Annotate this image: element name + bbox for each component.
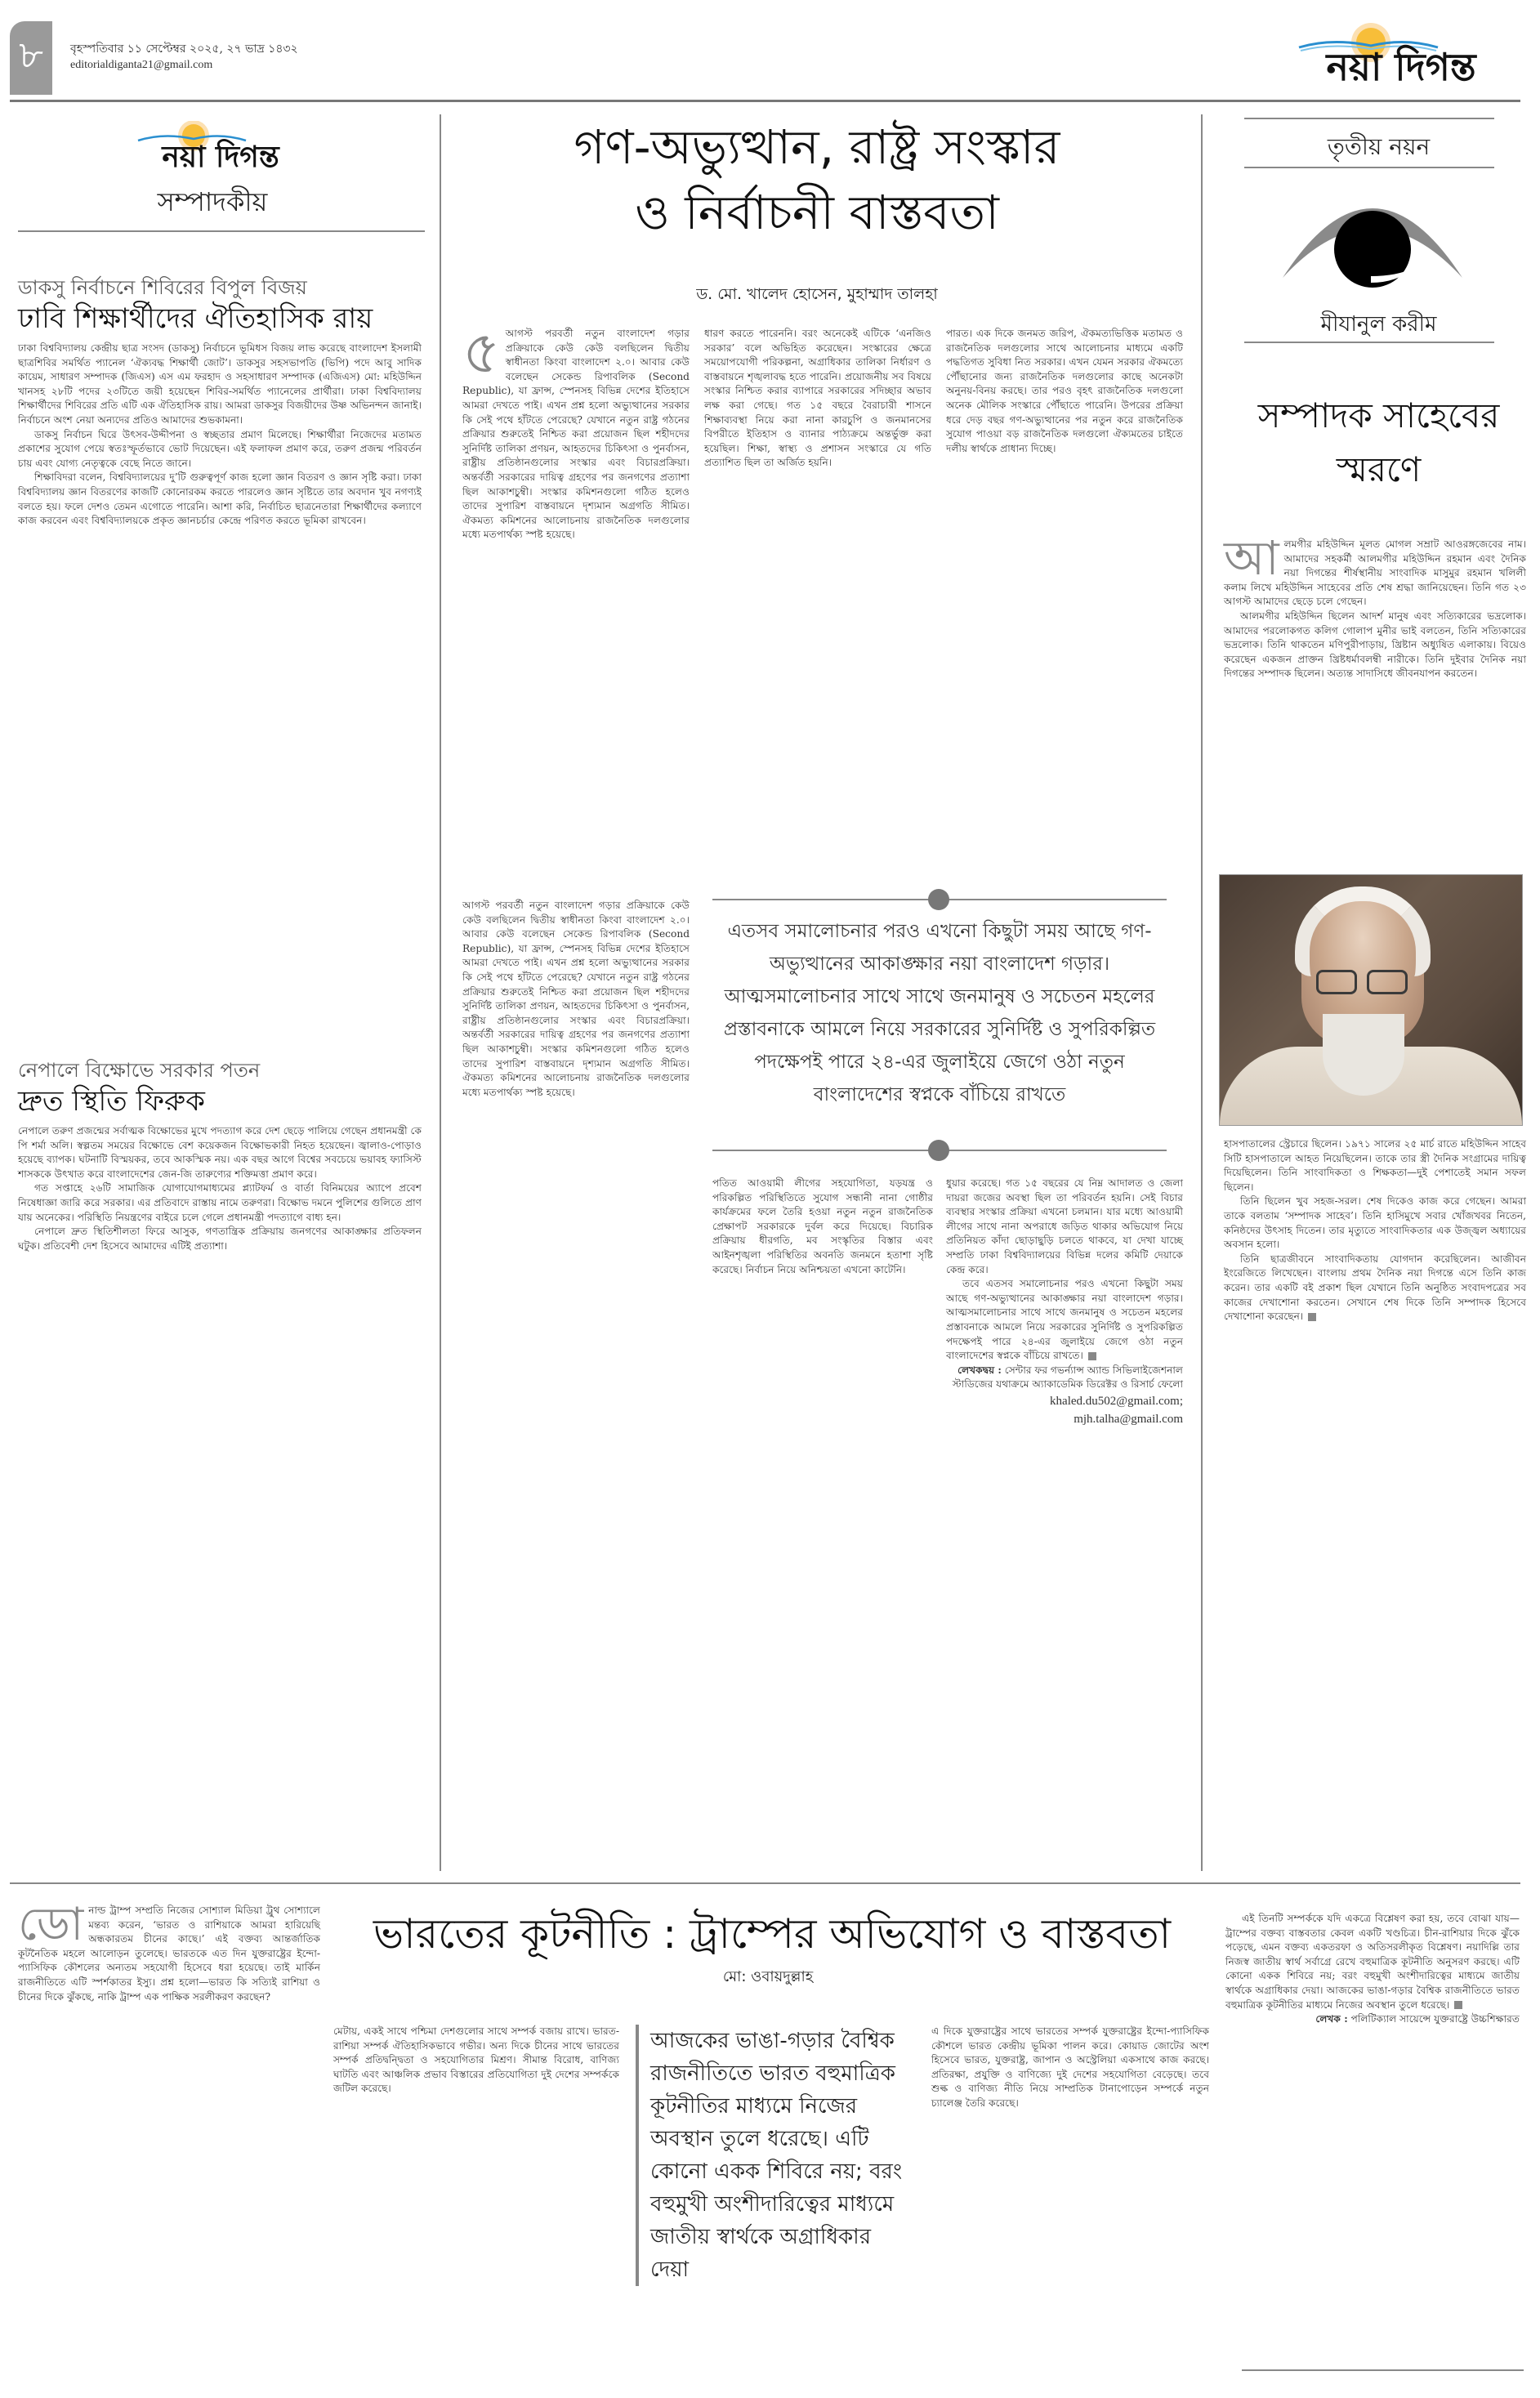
- article-paragraph: ডাকসু নির্বাচন ঘিরে উৎসব-উদ্দীপনা ও স্বচ্ছতার প্রমাণ মিলেছে। শিক্ষার্থীরা নিজেদের মতামত প্রকাশের সুযোগ পেয়ে স্বতঃস্ফূর্তভাবে ভোট দিয়েছেন। এই ফলাফল প্রমাণ করে, তরুণ প্রজন্ম পরিবর্তন চায় এবং যোগ্য নেতৃত্বকে বেছে নিতে জানে।: [18, 428, 422, 469]
- feature-closing-text: তবে এতসব সমালোচনার পরও এখনো কিছুটা সময় আছে গণ-অভ্যুত্থানের আকাঙ্ক্ষার নয়া বাংলাদেশ গড়ার। আত্মসমালোচনার সাথে সাথে জনমানুষ ও সচেতন মহলের প্রস্তাবনাকে আমলে নিয়ে সরকারের সুনির্দিষ্ট ও সুপরিকল্পিত পদক্ষেপই পারে ২৪-এর জুলাইয়ে জেগে ওঠা নতুন বাংলাদেশের স্বপ্নকে বাঁচিয়ে রাখতে।: [946, 1278, 1183, 1362]
- dropcap: ডো: [18, 1898, 84, 1951]
- feature-byline: ড. মো. খালেদ হোসেন, মুহাম্মাদ তালহা: [696, 285, 938, 303]
- page-number: ৮: [19, 33, 43, 77]
- bottom-feature-column: এ দিকে যুক্তরাষ্ট্রের সাথে ভারতের সম্পর্ক যুক্তরাষ্ট্রের ইন্দো-প্যাসিফিক কৌশলে ভারত কেন্দ্রীয় ভূমিকা পালন করে। কোয়াড জোটের অংশ হিসেবে ভারত, যুক্তরাষ্ট্র, জাপান ও অস্ট্রেলিয়া একসাথে কাজ করছে। প্রতিরক্ষা, প্রযুক্তি ও বাণিজ্যে দুই দেশের সহযোগিতা বেড়েছে। তবে শুল্ক ও বাণিজ্য নীতি নিয়ে সাম্প্রতিক টানাপোড়েন সম্পর্কে নতুন চ্যালেঞ্জ তৈরি করেছে।: [931, 2025, 1209, 2109]
- pullquote-dot: [928, 889, 949, 910]
- author-portrait-photo: [1219, 874, 1523, 1126]
- sun-book-logo-icon: [127, 121, 315, 172]
- author-email-link[interactable]: mjh.talha@gmail.com: [1074, 1412, 1183, 1426]
- feature-column-text: আগস্ট পরবর্তী নতুন বাংলাদেশ গড়ার প্রক্রিয়াকে কেউ কেউ বলছিলেন দ্বিতীয় স্বাধীনতা কিংবা বাংলাদেশ ২.০। আবার কেউ বলেছেন সেকেন্ড রিপাবলিক (Second Republic), যা ফ্রান্স, স্পেনসহ বিভিন্ন দেশের ইতিহাসে আমরা দেখতে পাই। এখন প্রশ্ন হলো অভ্যুত্থানের সরকার কি সেই পথে হাঁটতে পেরেছে? যেখানে নতুন রাষ্ট্র গঠনের প্রক্রিয়ার শুরুতেই নিশ্চিত করা প্রয়োজন ছিল শহীদদের সুনির্দিষ্ট তালিকা প্রণয়ন, আহতদের চিকিৎসা ও পুনর্বাসন, রাষ্ট্রীয় প্রতিষ্ঠানগুলোর সংস্কার এবং বিচারপ্রক্রিয়া। অন্তর্বর্তী সরকারের দায়িত্ব গ্রহণের পর জনগণের প্রত্যাশা ছিল আকাশচুম্বী। সংস্কার কমিশনগুলো গঠিত হলেও তাদের সুপারিশ বাস্তবায়নে দৃশ্যমান অগ্রগতি সীমিত। ঐকমত্য কমিশনের আলোচনায় রাজনৈতিক দলগুলোর মধ্যে মতপার্থক্য স্পষ্ট হয়েছে।: [462, 328, 690, 541]
- end-mark-icon: [1308, 1313, 1316, 1321]
- feature-headline-line: গণ-অভ্যুত্থান, রাষ্ট্র সংস্কার: [574, 119, 1060, 175]
- article-kicker: ডাকসু নির্বাচনে শিবিরের বিপুল বিজয়: [18, 276, 307, 299]
- feature-headline-line: ও নির্বাচনী বাস্তবতা: [635, 185, 999, 240]
- column-body: [1224, 530, 1526, 681]
- feature-column: পারত। এক দিকে জনমত জরিপ, ঐকমত্যভিত্তিক মতামত ও রাজনৈতিক দলগুলোর সাথে আলোচনার মাধ্যমে একটি পদ্ধতিগত সুবিধা নিত সরকার। এখন যেমন সরকার ঐকমত্যে পৌঁছানোর জন্য রাজনৈতিক দলগুলোর কাছে অনেকটা অনুনয়-বিনয় করছে। তার পরও বৃহৎ রাজনৈতিক দলগুলো অনেক মৌলিক সংস্কারে পৌঁছাতে পারেনি। উপরের প্রক্রিয়া ধরে দেড় বছর গণ-অভ্যুত্থানের পর নতুন করে রাজনৈতিক সুযোগ পাওয়া বড় রাজনৈতিক দলগুলো ঐক্যমতের চাইতে দলীয় স্বার্থকে প্রাধান্য দিচ্ছে।: [946, 328, 1183, 454]
- article-kicker: নেপালে বিক্ষোভে সরকার পতন: [18, 1059, 261, 1082]
- column-paragraph: লমগীর মহিউদ্দিন মূলত মোগল সম্রাট আওরঙ্গজেবের নাম। আমাদের সহকর্মী আলমগীর মহিউদ্দিন রহমান এবং দৈনিক নয়া দিগন্তের শীর্ষস্থানীয় সাংবাদিক মাসুমুর রহমান খলিলী কলাম লিখে মহিউদ্দিন সাহেবের প্রতি শেষ শ্রদ্ধা জানিয়েছেন। তিনি গত ২৩ আগস্ট আমাদের ছেড়ে চলে গেছেন।: [1224, 538, 1526, 608]
- column-paragraph: [1224, 1253, 1526, 1324]
- column-paragraph: আলমগীর মহিউদ্দিন ছিলেন আদর্শ মানুষ এবং সত্যিকারের ভদ্রলোক। আমাদের পরলোকগত কলিগ গোলাপ মুনীর ভাই বলতেন, তিনি সত্যিকারের ভদ্রলোক। তিনি থাকতেন মণিপুরীপাড়ায়, খ্রিষ্টান অধ্যুষিত এলাকায়। বিয়েও করেছেন একজন প্রাক্তন খ্রিষ্টধর্মাবলম্বী নারীকে। তিনি দুইবার দৈনিক নয়া দিগন্তের সম্পাদক ছিলেন। অত্যন্ত সাদাসিধে জীবনযাপন করতেন।: [1224, 610, 1526, 680]
- column-headline-line: সম্পাদক সাহেবের: [1257, 395, 1500, 435]
- sun-book-logo-icon: [1283, 21, 1520, 87]
- feature-column: আগস্ট পরবর্তী নতুন বাংলাদেশ গড়ার প্রক্রিয়াকে কেউ কেউ বলছিলেন দ্বিতীয় স্বাধীনতা কিংবা বাংলাদেশ ২.০। আবার কেউ বলেছেন সেকেন্ড রিপাবলিক (Second Republic), যা ফ্রান্স, স্পেনসহ বিভিন্ন দেশের ইতিহাসে আমরা দেখতে পাই। এখন প্রশ্ন হলো অভ্যুত্থানের সরকার কি সেই পথে হাঁটতে পেরেছে? যেখানে নতুন রাষ্ট্র গঠনের প্রক্রিয়ার শুরুতেই নিশ্চিত করা প্রয়োজন ছিল শহীদদের সুনির্দিষ্ট তালিকা প্রণয়ন, আহতদের চিকিৎসা ও পুনর্বাসন, রাষ্ট্রীয় প্রতিষ্ঠানগুলোর সংস্কার এবং বিচারপ্রক্রিয়া। অন্তর্বর্তী সরকারের দায়িত্ব গ্রহণের পর জনগণের প্রত্যাশা ছিল আকাশচুম্বী। সংস্কার কমিশনগুলো গঠিত হলেও তাদের সুপারিশ বাস্তবায়নে দৃশ্যমান অগ্রগতি সীমিত। ঐকমত্য কমিশনের আলোচনায় রাজনৈতিক দলগুলোর মধ্যে মতপার্থক্য স্পষ্ট হয়েছে।: [462, 900, 690, 1098]
- column-header-divider: [1244, 342, 1494, 343]
- signoff-label: লেখক :: [1315, 2013, 1348, 2025]
- header-divider: [10, 100, 1520, 102]
- column-divider: [440, 114, 441, 1871]
- feature-column-text: ধুয়ার করেছে। গত ১৫ বছরের যে নিম্ন আদালত ও জেলা দায়রা জজের অবস্থা ছিল তা পরিবর্তন হয়নি। সেই বিচার ব্যবস্থার সংস্কার প্রক্রিয়া এখনো চলমান। যার মধ্যে আওয়ামী লীগের সাথে নানা অপরাধে জড়িত থাকার অভিযোগ নিয়ে প্রতিনিয়ত কাঁদা ছোড়াছুড়ি চলতে থাকবে, যা দেখা যাচ্ছে সম্প্রতি ঢাকা বিশ্ববিদ্যালয়ের বিভিন্ন দলের কমিটি দেয়াকে কেন্দ্র করে।: [946, 1177, 1183, 1275]
- dropcap: ৫: [462, 318, 501, 386]
- article-paragraph: শিক্ষাবিদরা বলেন, বিশ্ববিদ্যালয়ের দু’টি গুরুত্বপূর্ণ কাজ হলো জ্ঞান বিতরণ ও জ্ঞান সৃষ্টি করা। ঢাকা বিশ্ববিদ্যালয় জ্ঞান বিতরণের কাজটি কোনোরকম করতে পারলেও জ্ঞান সৃষ্টিতে তার অবদান খুব নগণ্যই বলতে হয়। ফলে দেশও তেমন এগোতে পারেনি। আশা করি, নির্বাচিত ছাত্রনেতারা শিক্ষার্থীদের কল্যাণে কাজ করবেন এবং বিশ্ববিদ্যালয়কে প্রকৃত জ্ঞানচর্চার কেন্দ্রে পরিণত করতে ভূমিকা রাখবেন।: [18, 471, 422, 527]
- bottom-feature-column: [1225, 1912, 1520, 2027]
- article-headline: ঢাবি শিক্ষার্থীদের ঐতিহাসিক রায়: [18, 302, 373, 335]
- bottom-feature-text: এই তিনটি সম্পর্ককে যদি একত্রে বিশ্লেষণ করা হয়, তবে বোঝা যায়—ট্রাম্পের বক্তব্য বাস্তবতার কেবল একটি খণ্ডচিত্র। চীন-রাশিয়ার দিকে ঝুঁকে পড়েছে, এমন বক্তব্য একতরফা ও অতিসরলীকৃত বিশ্লেষণ। নয়াদিল্লি তার নিজস্ব জাতীয় স্বার্থ সর্বাগ্রে রেখে বহুমাত্রিক কূটনীতি অনুসরণ করছে। এটি কোনো একক শিবিরে নয়; বরং বহুমুখী অংশীদারিত্বের মাধ্যমে জাতীয় স্বার্থকে অগ্রাধিকার দেয়া। আজকের ভাঙা-গড়ার বৈশ্বিক রাজনীতিতে ভারত বহুমাত্রিক কূটনীতির মাধ্যমে নিজের অবস্থান তুলে ধরেছে।: [1225, 1913, 1520, 2011]
- article-headline: দ্রুত স্থিতি ফিরুক: [18, 1085, 205, 1118]
- bottom-feature-headline: ভারতের কূটনীতি : ট্রাম্পের অভিযোগ ও বাস্তবতা: [373, 1910, 1172, 1958]
- column-header-divider: [1244, 167, 1494, 168]
- article-paragraph: গত সপ্তাহে ২৬টি সামাজিক যোগাযোগমাধ্যমের প্ল্যাটফর্ম ও বার্তা বিনিময়ের অ্যাপে প্রবেশ নিষেধাজ্ঞা জারি করে সরকার। এর প্রতিবাদে রাস্তায় নামে তরুণরা। বিক্ষোভ দমনে পুলিশের গুলিতে প্রাণ যায় অনেকের। পরিস্থিতি নিয়ন্ত্রণের বাইরে চলে গেলে প্রধানমন্ত্রী পদত্যাগে বাধ্য হন।: [18, 1182, 422, 1223]
- feature-column: ধারণ করতে পারেননি। বরং অনেকেই এটিকে ‘এনজিও সরকার’ বলে অভিহিত করেছেন। সংস্কারের ক্ষেত্রে সময়োপযোগী পরিকল্পনা, অগ্রাধিকার তালিকা নির্ধারণ ও বাস্তবায়নে শৃঙ্খলাবদ্ধ হতে পারেনি। প্রয়োজনীয় সব বিষয়ে সংস্কার নিশ্চিত করার ব্যাপারে সরকারের সদিচ্ছার অভাব লক্ষ করা গেছে। গত ১৫ বছরে বৈরাচারী শাসনে শিক্ষাব্যবস্থা নিয়ে করা নানা কারচুপি ও জনমানসের বিপরীতে ইতিহাস ও ব্যানার পাঠ্যক্রমে অন্তর্ভুক্ত করা হয়েছিল। শিক্ষা, স্বাস্থ্য ও প্রশাসন সংস্কারে যে গতি প্রত্যাশিত ছিল তা অর্জিত হয়নি।: [704, 328, 931, 469]
- article-paragraph: নেপালে তরুণ প্রজন্মের সর্বাত্মক বিক্ষোভের মুখে পদত্যাগ করে দেশ ছেড়ে পালিয়ে গেছেন প্রধানমন্ত্রী কে পি শর্মা অলি। স্বল্পতম সময়ের বিক্ষোভে বেশ কয়েকজন বিক্ষোভকারী নিহত হয়েছেন। জ্বালাও-পোড়াও হয়েছে ব্যাপক। ঘটনাটি বিস্ময়কর, তবে আকস্মিক নয়। এক বছর আগে বিশ্বের সবচেয়ে ভয়াবহ ফ্যাসিস্ট শাসককে উৎখাত করে বাংলাদেশের জেন-জি তারুণ্যের শক্তিমত্তা প্রমাণ করে।: [18, 1125, 422, 1180]
- feature-column: পতিত আওয়ামী লীগের সহযোগিতা, যড়যন্ত্র ও পরিকল্পিত পরিস্থিতিতে সুযোগ সন্ধানী নানা গোষ্ঠীর কার্যক্রমের ফলে তৈরি হওয়া নতুন নতুন রাজনৈতিক প্রেক্ষাপট সরকারকে দুর্বল করে দিয়েছে। বিচারিক প্রক্রিয়ায় ধীরগতি, মব সংস্কৃতির বিস্তার এবং আইনশৃঙ্খলা পরিস্থিতির অবনতি জনমনে হতাশা সৃষ্টি করেছে। নির্বাচন নিয়ে অনিশ্চয়তা এখনো কাটেনি।: [712, 1177, 933, 1275]
- signoff-text: পলিটিক্যাল সায়েন্সে যুক্তরাষ্ট্রে উচ্চশিক্ষারত: [1350, 2013, 1520, 2025]
- feature-headline: [458, 114, 1176, 245]
- feature-column: [946, 1177, 1183, 1428]
- end-mark-icon: [1454, 2001, 1462, 2009]
- column-headline-line: স্মরণে: [1336, 449, 1422, 489]
- issue-date: বৃহস্পতিবার ১১ সেপ্টেম্বর ২০২৫, ২৭ ভাদ্র ১৪৩২: [70, 42, 298, 56]
- column-paragraph: তিনি ছিলেন খুব সহজ-সরল। শেষ দিকেও কাজ করে গেছেন। আমরা তাকে বলতাম ‘সম্পাদক সাহেব’। তিনি হাসিমুখে সবার খোঁজখবর নিতেন, কনিষ্ঠদের উৎসাহ দিতেন। তার মৃত্যুতে সাংবাদিকতার এক উজ্জ্বল অধ্যায়ের অবসান হলো।: [1224, 1195, 1526, 1251]
- article-body: [18, 1124, 422, 1253]
- column-divider: [1201, 114, 1203, 1871]
- feature-column: [462, 318, 690, 543]
- bottom-pullquote: আজকের ভাঙা-গড়ার বৈশ্বিক রাজনীতিতে ভারত বহুমাত্রিক কূটনীতির মাধ্যমে নিজের অবস্থান তুলে ধরেছে। এটি কোনো একক শিবিরে নয়; বরং বহুমুখী অংশীদারিত্বের মাধ্যমে জাতীয় স্বার্থকে অগ্রাধিকার দেয়া: [636, 2025, 913, 2286]
- author-signoff: [946, 1364, 1183, 1392]
- pullquote-dot: [928, 1140, 949, 1161]
- third-eye-logo-icon: [1274, 172, 1471, 302]
- section-divider: [10, 1882, 1520, 1884]
- bottom-feature-text: নাল্ড ট্রাম্প সম্প্রতি নিজের সোশ্যাল মিডিয়া ট্রুথ সোশ্যালে মন্তব্য করেন, ‘ভারত ও রাশিয়াকে আমরা হারিয়েছি অন্ধকারতম চীনের কাছে।’ এই বক্তব্য আন্তর্জাতিক কূটনৈতিক মহলে আলোড়ন তুলেছে। ভারতকে এত দিন যুক্তরাষ্ট্রের ইন্দো-প্যাসিফিক কৌশলের অন্যতম সহযোগী হিসেবে ধরা হয়েছে। তাই মার্কিন রাজনীতিতে এটি স্পর্শকাতর ইস্যু। প্রশ্ন হলো—ভারত কি সত্যিই রাশিয়া ও চীনের দিকে ঝুঁকছে, নাকি ট্রাম্প এক পাক্ষিক সরলীকরণ করছেন?: [18, 1905, 320, 2003]
- section-divider: [18, 230, 425, 232]
- author-email-link[interactable]: khaled.du502@gmail.com;: [1050, 1394, 1183, 1408]
- column-paragraph: হাসপাতালের স্ট্রেচারে ছিলেন। ১৯৭১ সালের ২৫ মার্চ রাতে মহিউদ্দিন সাহেব সিটি হাসপাতালে আহত নিয়েছিলেন। তাকে তার স্ত্রী দৈনিক সংগ্রামের দায়িত্ব দিয়েছিলেন। তিনি সাংবাদিকতা ও শিক্ষকতা—দুই পেশাতেই সমান সফল ছিলেন।: [1224, 1138, 1526, 1193]
- article-body: [18, 342, 422, 529]
- masthead-text: নয়া দিগন্ত: [1326, 45, 1476, 87]
- column-headline: [1217, 389, 1540, 497]
- page-number-badge: [10, 21, 52, 95]
- column-header-divider: [1244, 118, 1494, 119]
- article-paragraph: ঢাকা বিশ্ববিদ্যালয় কেন্দ্রীয় ছাত্র সংসদ (ডাকসু) নির্বাচনে ভূমিধস বিজয় লাভ করেছে বাংলাদেশ ইসলামী ছাত্রশিবির সমর্থিত প্যানেল ‘ঐক্যবদ্ধ শিক্ষার্থী জোট’। ডাকসুর সহসভাপতি (ভিপি) পদে আবু সাদিক কায়েম, সাধারণ সম্পাদক (জিএস) এস এম ফরহাদ ও সহসাধারণ সম্পাদক (এজিএস) মো: মহিউদ্দিন খানসহ ২৮টি পদের ২৩টিতে জয়ী হয়েছেন শিবির-সমর্থিত প্যানেলের প্রার্থীরা। ঢাকা বিশ্ববিদ্যালয় শিক্ষার্থীদের শিবিরের প্রতি এটি এক ঐতিহাসিক রায়। আমরা ডাকসুর বিজয়ীদের উষ্ণ অভিনন্দন জানাই। নির্বাচনে অংশ নেয়া অন্যদের প্রতিও আমাদের শুভকামনা।: [18, 342, 422, 426]
- masthead-logo: [1283, 21, 1520, 87]
- signoff-label: লেখকদ্বয় :: [957, 1364, 1002, 1376]
- bottom-feature-byline: মো: ওবায়দুল্লাহ: [722, 1968, 814, 1985]
- end-mark-icon: [1088, 1352, 1096, 1360]
- section-end-divider: [1242, 2369, 1524, 2371]
- editorial-email-link[interactable]: editorialdiganta21@gmail.com: [70, 59, 213, 71]
- article-paragraph: নেপালে দ্রুত স্থিতিশীলতা ফিরে আসুক, গণতান্ত্রিক প্রক্রিয়ায় জনগণের আকাঙ্ক্ষার প্রতিফলন ঘটুক। প্রতিবেশী দেশ হিসেবে আমাদের এটিই প্রত্যাশা।: [18, 1226, 422, 1252]
- author-signoff: [1225, 2012, 1520, 2027]
- bottom-feature-column: মেটায়, একই সাথে পশ্চিমা দেশগুলোর সাথে সম্পর্ক বজায় রাখে। ভারত-রাশিয়া সম্পর্ক ঐতিহাসিকভাবে গভীর। অন্য দিকে চীনের সাথে ভারতের সম্পর্ক প্রতিদ্বন্দ্বিতা ও সহযোগিতার মিশ্রণ। সীমান্ত বিরোধ, বাণিজ্য ঘাটতি এবং আঞ্চলিক প্রভাব বিস্তারের প্রতিযোগিতা দুই দেশের সম্পর্ককে জটিল করেছে।: [333, 2025, 619, 2095]
- column-body: [1224, 1137, 1526, 1324]
- column-author: মীযানুল করীম: [1320, 312, 1437, 337]
- bottom-feature-column: [18, 1898, 320, 2004]
- feature-column-text: [946, 1277, 1183, 1364]
- editorial-logo: [127, 121, 315, 172]
- editorial-logo-text: নয়া দিগন্ত: [162, 140, 279, 172]
- column-closing-text: তিনি ছাত্রজীবনে সাংবাদিকতায় যোগদান করেছিলেন। আজীবন ইংরেজিতে লিখেছেন। বাংলায় প্রথম দৈনিক নয়া দিগন্তে এসে তিনি কাজ করেন। তার একটি বই প্রকাশ ছিল যেখানে তিনি অনুষ্ঠিত সংবাদপত্রের সব কাজের দেখাশোনা করতেন। সেখানে শেষ দিকে তিনি সম্পাদক হিসেবে দেখাশোনা করেছেন।: [1224, 1253, 1526, 1323]
- signoff-text: সেন্টার ফর গভর্ন্যান্স অ্যান্ড সিভিলাইজেশনাল স্টাডিজের যথাক্রমে অ্যাকাডেমিক ডিরেক্টর ও রিসার্চ ফেলো: [952, 1364, 1183, 1391]
- section-title: সম্পাদকীয়: [157, 186, 268, 217]
- pullquote: এতসব সমালোচনার পরও এখনো কিছুটা সময় আছে গণ-অভ্যুত্থানের আকাঙ্ক্ষার নয়া বাংলাদেশ গড়ার। আত্মসমালোচনার সাথে সাথে জনমানুষ ও সচেতন মহলের প্রস্তাবনাকে আমলে নিয়ে সরকারের সুনির্দিষ্ট ও সুপরিকল্পিত পদক্ষেপই পারে ২৪-এর জুলাইয়ে জেগে ওঠা নতুন বাংলাদেশের স্বপ্নকে বাঁচিয়ে রাখতে: [723, 921, 1156, 1105]
- column-section-title: তৃতীয় নয়ন: [1327, 133, 1431, 160]
- dropcap: আ: [1224, 530, 1279, 586]
